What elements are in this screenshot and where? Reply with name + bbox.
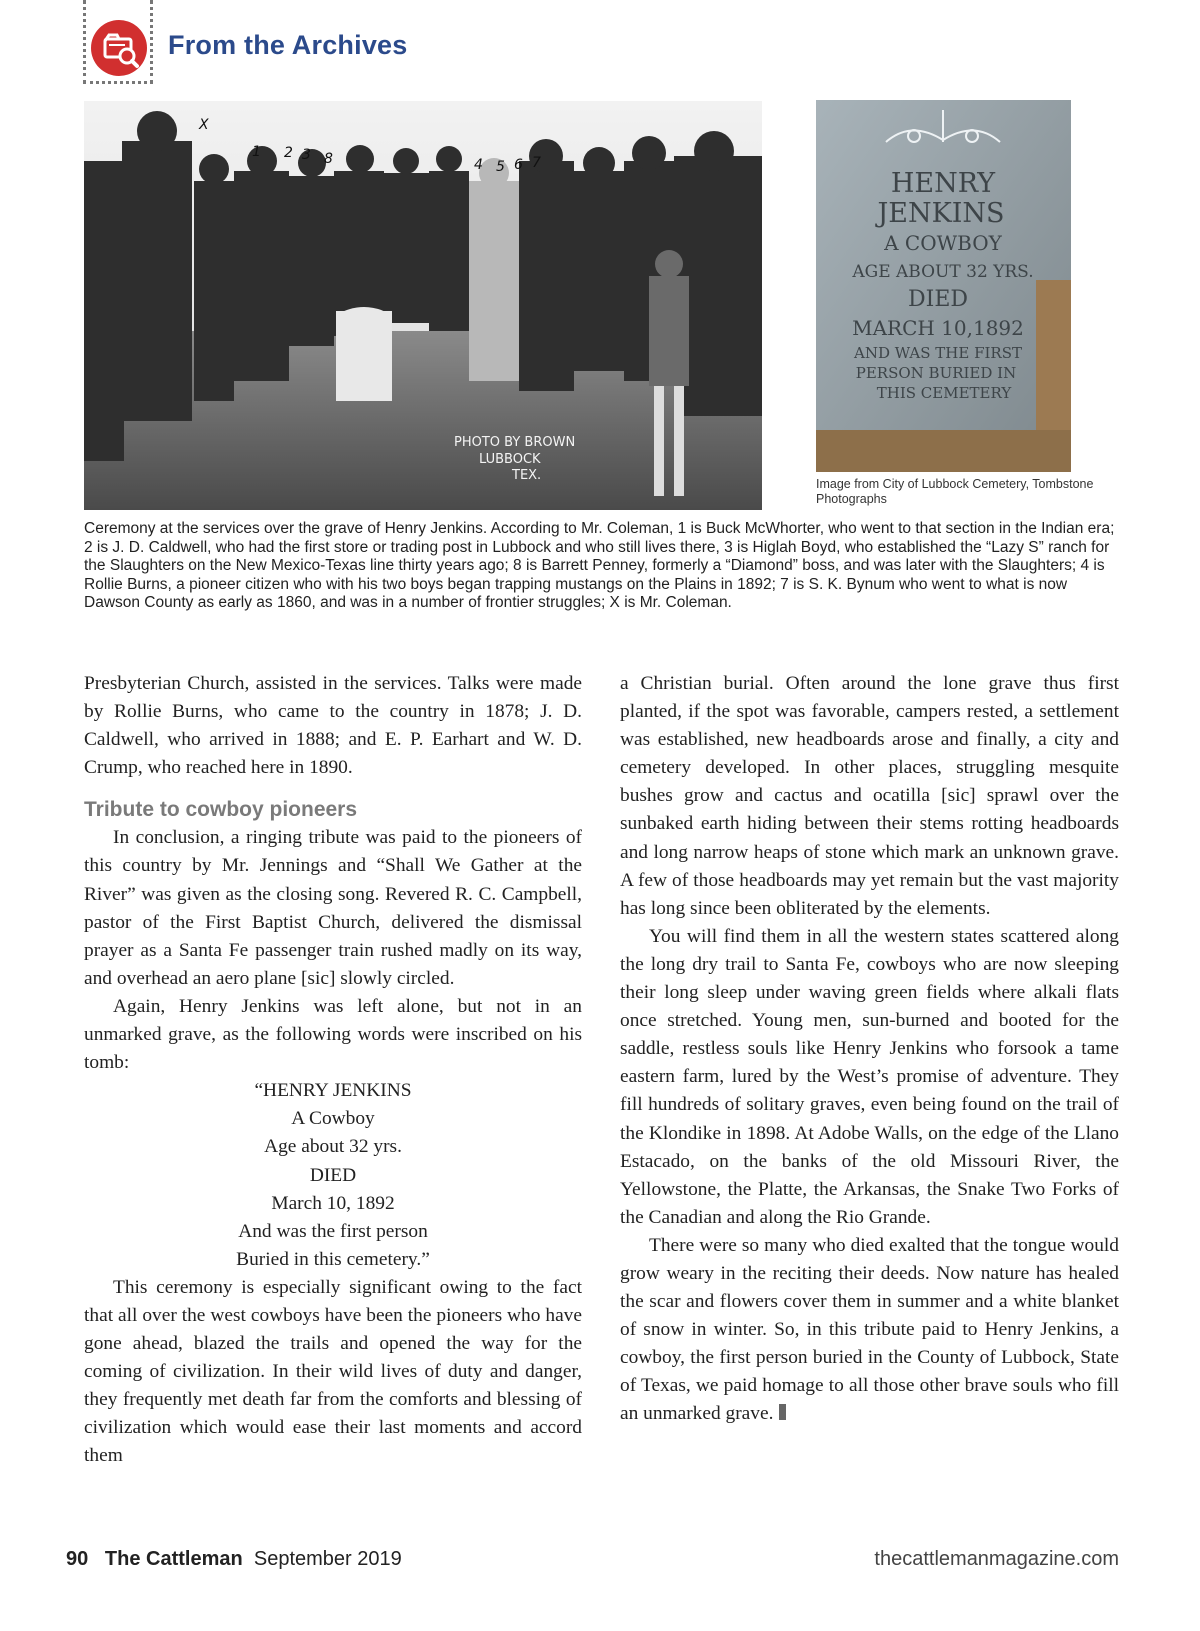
photo-mark-6: 6 bbox=[514, 157, 523, 173]
photo-stamp-line-3: TEX. bbox=[512, 468, 542, 483]
paragraph: a Christian burial. Often around the lone grave thus first planted, if the spot was favorable, campers rested, a settlement was established, new headboards arose and finally, a city and cemetery developed. In other places, struggling mesquite bushes grow and cactus and ocatilla [sic] sprawl over the sunbaked earth hiding between their stems rotting headboards and long narrow heaps of stone which mark an unknown grave. A few of those headboards may yet remain but the vast majority has long since been obliterated by the elements. bbox=[620, 673, 1119, 919]
section-title: From the Archives bbox=[168, 30, 408, 60]
tombstone-photo-credit: Image from City of Lubbock Cemetery, Tombstone Photographs bbox=[816, 477, 1094, 506]
photo-mark-4: 4 bbox=[474, 157, 483, 173]
photo-mark-2: 2 bbox=[284, 145, 293, 161]
paragraph: You will find them in all the western states scattered along the long dry trail to Santa Fe, cowboys who are now sleeping their long sleep under waving green fields where alkali flats once stretched. Young men, sun-burned and booted for the saddle, restless souls like Henry Jenkins who forsook a tame eastern farm, lured by the West’s promise of adventure. They fill hundreds of solitary graves, even being found on the trail of the Klondike in 1898. At Adobe Walls, on the edge of the Llano Estacado, on the banks of the old Missouri River, the Yellowstone, the Platte, the Arkansas, the Snake Two Forks of the Canadian and along the Rio Grande. bbox=[620, 925, 1119, 1228]
end-of-article-mark bbox=[779, 1404, 786, 1420]
inscription-line: “HENRY JENKINS bbox=[254, 1080, 412, 1102]
inscription-line: Age about 32 yrs. bbox=[264, 1136, 402, 1158]
inscription-line: DIED bbox=[309, 1164, 357, 1186]
paragraph bbox=[620, 1232, 1119, 1429]
magazine-name: The Cattleman bbox=[104, 1548, 243, 1570]
photo-mark-1: 1 bbox=[252, 144, 261, 160]
photo-mark-5: 5 bbox=[496, 159, 505, 175]
tombstone-line-2: JENKINS bbox=[877, 198, 1005, 229]
subheading: Tribute to cowboy pioneers bbox=[84, 798, 358, 822]
photo-stamp-line-1: PHOTO BY BROWN bbox=[454, 435, 576, 450]
tombstone-line-5: DIED bbox=[907, 287, 969, 312]
paragraph: This ceremony is especially significant owing to the fact that all over the west cowboys have been the pioneers who have gone ahead, blazed the trails and opened the way for the coming of civilization. In their wild lives of duty and danger, they frequently met death far from the comforts and blessing of civilization which would ease their last moments and accord them bbox=[84, 1276, 582, 1467]
tombstone-line-9: THIS CEMETERY bbox=[876, 384, 1012, 402]
tombstone-line-8: PERSON BURIED IN bbox=[855, 364, 1017, 382]
inscription-line: Buried in this cemetery.” bbox=[236, 1248, 430, 1270]
issue-date: September 2019 bbox=[253, 1548, 402, 1570]
tombstone-line-6: MARCH 10,1892 bbox=[852, 316, 1024, 340]
photo-mark-7: 7 bbox=[532, 155, 541, 171]
inscription-line: A Cowboy bbox=[291, 1108, 375, 1130]
paragraph: In conclusion, a ringing tribute was paid to the pioneers of this country by Mr. Jennings and “Shall We Gather at the River” was given as the closing song. Revered R. C. Campbell, pastor of the First Baptist Church, delivered the dismissal prayer as a Santa Fe passenger train rushed madly on its way, and overhead an aero plane [sic] slowly circled. bbox=[84, 827, 582, 989]
tombstone-line-7: AND WAS THE FIRST bbox=[853, 344, 1023, 362]
article-column-left bbox=[84, 670, 582, 1471]
tomb-inscription bbox=[84, 1077, 582, 1274]
photo-stamp-line-2: LUBBOCK bbox=[479, 452, 541, 467]
paragraph: Presbyterian Church, assisted in the services. Talks were made by Rollie Burns, who came to the country in 1878; J. D. Caldwell, who arrived in 1888; and E. P. Earhart and W. D. Crump, who reached here in 1890. bbox=[84, 673, 582, 779]
photo-mark-3: 3 bbox=[302, 147, 311, 163]
footer-folio bbox=[66, 1548, 402, 1571]
inscription-line: And was the first person bbox=[238, 1220, 428, 1242]
page-number: 90 bbox=[66, 1548, 89, 1570]
tombstone-photo bbox=[816, 100, 1071, 472]
inscription-line: March 10, 1892 bbox=[271, 1192, 395, 1214]
paragraph-text: There were so many who died exalted that the tongue would grow weary in the reciting their deeds. Now nature has healed the scar and flowers cover them in summer and a white blanket of snow in winter. So, in this tribute paid to Henry Jenkins, a cowboy, the first person buried in the County of Lubbock, State of Texas, we paid homage to all those other brave souls who fill an unmarked grave. bbox=[620, 1234, 1119, 1425]
ceremony-photo bbox=[84, 101, 762, 510]
tombstone-line-3: A COWBOY bbox=[884, 231, 1002, 255]
photo-mark-x: X bbox=[199, 117, 209, 133]
paragraph: Again, Henry Jenkins was left alone, but not in an unmarked grave, as the following words were inscribed on his tomb: bbox=[84, 995, 582, 1074]
tombstone-line-1: HENRY bbox=[890, 168, 996, 199]
website-url[interactable]: thecattlemanmagazine.com bbox=[874, 1548, 1119, 1570]
tombstone-line-4: AGE ABOUT 32 YRS. bbox=[852, 262, 1034, 282]
photo-mark-8: 8 bbox=[324, 151, 333, 167]
article-column-right bbox=[620, 670, 1119, 1429]
archive-folder-search-icon bbox=[91, 20, 147, 76]
photo-caption: Ceremony at the services over the grave of Henry Jenkins. According to Mr. Coleman, 1 is Buck McWhorter, who went to that section in the Indian era; 2 is J. D. Caldwell, who had the first store or trading post in Lubbock and who still lives there, 3 is Higlah Boyd, who established the “Lazy S” ranch for the Slaughters on the New Mexico-Texas line thirty years ago; 8 is Barrett Penney, formerly a “Diamond” boss, and was later with the Slaughters; 4 is Rollie Burns, a pioneer citizen who with his two boys began trapping mustangs on the Plains in 1892; 7 is S. K. Bynum who went to what is now Dawson County as early as 1860, and was in a number of frontier struggles; X is Mr. Coleman. bbox=[84, 520, 1115, 612]
